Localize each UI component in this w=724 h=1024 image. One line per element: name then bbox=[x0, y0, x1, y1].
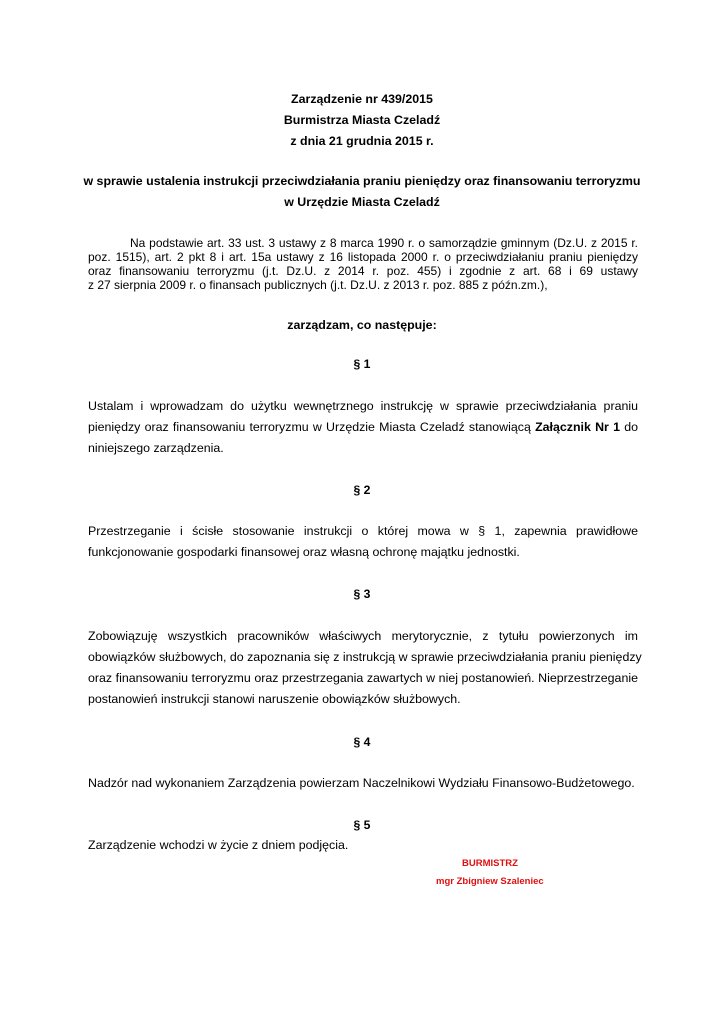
signature-name: mgr Zbigniew Szaleniec bbox=[436, 876, 544, 887]
section-3-line-3: oraz finansowaniu terroryzmu oraz przestrzegania zawartych w niej postanowień. Nieprzestrzeganie bbox=[88, 671, 638, 685]
section-1-line-2: pieniędzy oraz finansowaniu terroryzmu w Urzędzie Miasta Czeladź stanowiącą Załącznik Nr 1 do bbox=[88, 420, 638, 434]
document-title: Zarządzenie nr 439/2015 bbox=[291, 92, 433, 106]
section-5-heading: § 5 bbox=[353, 818, 371, 832]
section-2-line-1: Przestrzeganie i ścisłe stosowanie instrukcji o której mowa w § 1, zapewnia prawidłowe bbox=[88, 524, 638, 538]
section-3-heading: § 3 bbox=[353, 587, 371, 601]
preamble-line-4: z 27 sierpnia 2009 r. o finansach publicznych (j.t. Dz.U. z 2013 r. poz. 885 z późn.zm.), bbox=[88, 278, 548, 292]
subject-line-2: w Urzędzie Miasta Czeladź bbox=[284, 195, 440, 209]
section-3-line-4: postanowień instrukcji stanowi naruszenie obowiązków służbowych. bbox=[88, 692, 461, 706]
section-5-line-1: Zarządzenie wchodzi w życie z dniem podjęcia. bbox=[88, 838, 349, 852]
section-4-line-1: Nadzór nad wykonaniem Zarządzenia powierzam Naczelnikowi Wydziału Finansowo-Budżetowego. bbox=[88, 776, 635, 790]
section-3-line-2: obowiązków służbowych, do zapoznania się z instrukcją w sprawie przeciwdziałania praniu pieniędzy bbox=[88, 650, 642, 664]
section-1-line-3: niniejszego zarządzenia. bbox=[88, 441, 224, 455]
section-3-line-1: Zobowiązuję wszystkich pracowników właściwych merytorycznie, z tytułu powierzonych im bbox=[88, 629, 638, 643]
section-2-line-2: funkcjonowanie gospodarki finansowej oraz własną ochronę majątku jednostki. bbox=[88, 545, 520, 559]
section-2-heading: § 2 bbox=[353, 483, 371, 497]
section-4-heading: § 4 bbox=[353, 735, 371, 749]
preamble-line-1: Na podstawie art. 33 ust. 3 ustawy z 8 marca 1990 r. o samorządzie gminnym (Dz.U. z 2015 r. bbox=[130, 236, 638, 250]
subject-line-1: w sprawie ustalenia instrukcji przeciwdziałania praniu pieniędzy oraz finansowaniu terroryzmu bbox=[83, 174, 641, 188]
issue-date: z dnia 21 grudnia 2015 r. bbox=[290, 134, 434, 148]
section-1-heading: § 1 bbox=[353, 357, 371, 371]
signature-title: BURMISTRZ bbox=[462, 858, 518, 869]
decree-statement: zarządzam, co następuje: bbox=[287, 318, 437, 332]
issuer: Burmistrza Miasta Czeladź bbox=[283, 113, 441, 127]
preamble-line-2: poz. 1515), art. 2 pkt 8 i art. 15a ustawy z 16 listopada 2000 r. o przeciwdziałaniu praniu pieniędzy bbox=[88, 250, 638, 264]
annex-reference: Załącznik Nr 1 bbox=[535, 420, 620, 434]
section-1-line-1: Ustalam i wprowadzam do użytku wewnętrznego instrukcję w sprawie przeciwdziałania praniu bbox=[88, 399, 638, 413]
preamble-line-3: oraz finansowaniu terroryzmu (j.t. Dz.U. z 2014 r. poz. 455) i zgodnie z art. 68 i 69 ustawy bbox=[88, 264, 638, 278]
